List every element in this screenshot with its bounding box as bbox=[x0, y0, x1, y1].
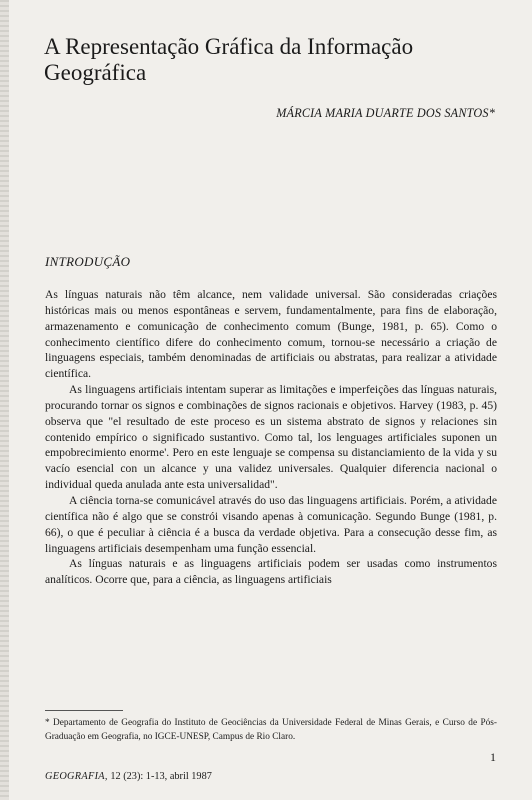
journal-issue: 12 (23): 1-13, abril 1987 bbox=[110, 771, 212, 782]
paragraph-1: As línguas naturais não têm alcance, nem validade universal. São consideradas criações históricas mais ou menos espontâneas e servem, fundamentalmente, para fins de elaboração, armazenamento e comunicação de conhecimento comum (Bunge, 1981, p. 65). Como o conhecimento científico difere do conhecimento comum, tornou-se necessário a criação de linguagens especiais, também denominadas de artificiais ou abstratas, para realizar a atividade científica. bbox=[45, 288, 497, 381]
journal-name: GEOGRAFIA, bbox=[45, 771, 108, 782]
journal-citation bbox=[45, 771, 212, 782]
scan-edge-shadow bbox=[0, 0, 9, 800]
article-title: A Representação Gráfica da Informação Geográfica bbox=[44, 34, 414, 85]
section-heading: INTRODUÇÃO bbox=[45, 254, 131, 269]
paragraph-3: A ciência torna-se comunicável através do uso das linguagens artificiais. Porém, a atividade científica não é algo que se constrói visando apenas à comunicação. Segundo Bunge (1981, p. 66), o que é peculiar à ciência é a busca da verdade objetiva. Para a consecução desse fim, as linguagens artificiais desempenham uma função essencial. bbox=[45, 493, 497, 555]
body-text bbox=[45, 287, 497, 588]
footnote: * Departamento de Geografia do Instituto de Geociências da Universidade Federal de Minas Gerais, e Curso de Pós-Graduação em Geografia, no IGCE-UNESP, Campus de Rio Claro. bbox=[45, 718, 497, 742]
author-name: MÁRCIA MARIA DUARTE DOS SANTOS* bbox=[276, 106, 495, 120]
paragraph-2: As linguagens artificiais intentam superar as limitações e imperfeições das línguas naturais, procurando tornar os signos e combinações de signos racionais e objetivos. Harvey (1983, p. 45) observa que "el resultado de este proceso es un sistema abstrato de signos y relaciones sin contenido empírico o significado sustantivo. Como tal, los lenguages artificiales suponen un empobrecimiento enorme'. Pero en este lenguaje se compensa su distanciamiento de la vida y su vacío esencial con un alcance y una validez universales. Qualquier diferencia nacional o individual queda anulada ante esta universalidad". bbox=[45, 383, 497, 492]
paragraph-4: As línguas naturais e as linguagens artificiais podem ser usadas como instrumentos analíticos. Ocorre que, para a ciência, as linguagens artificiais bbox=[45, 557, 497, 587]
page-number: 1 bbox=[490, 750, 496, 764]
footnote-rule bbox=[45, 710, 123, 711]
